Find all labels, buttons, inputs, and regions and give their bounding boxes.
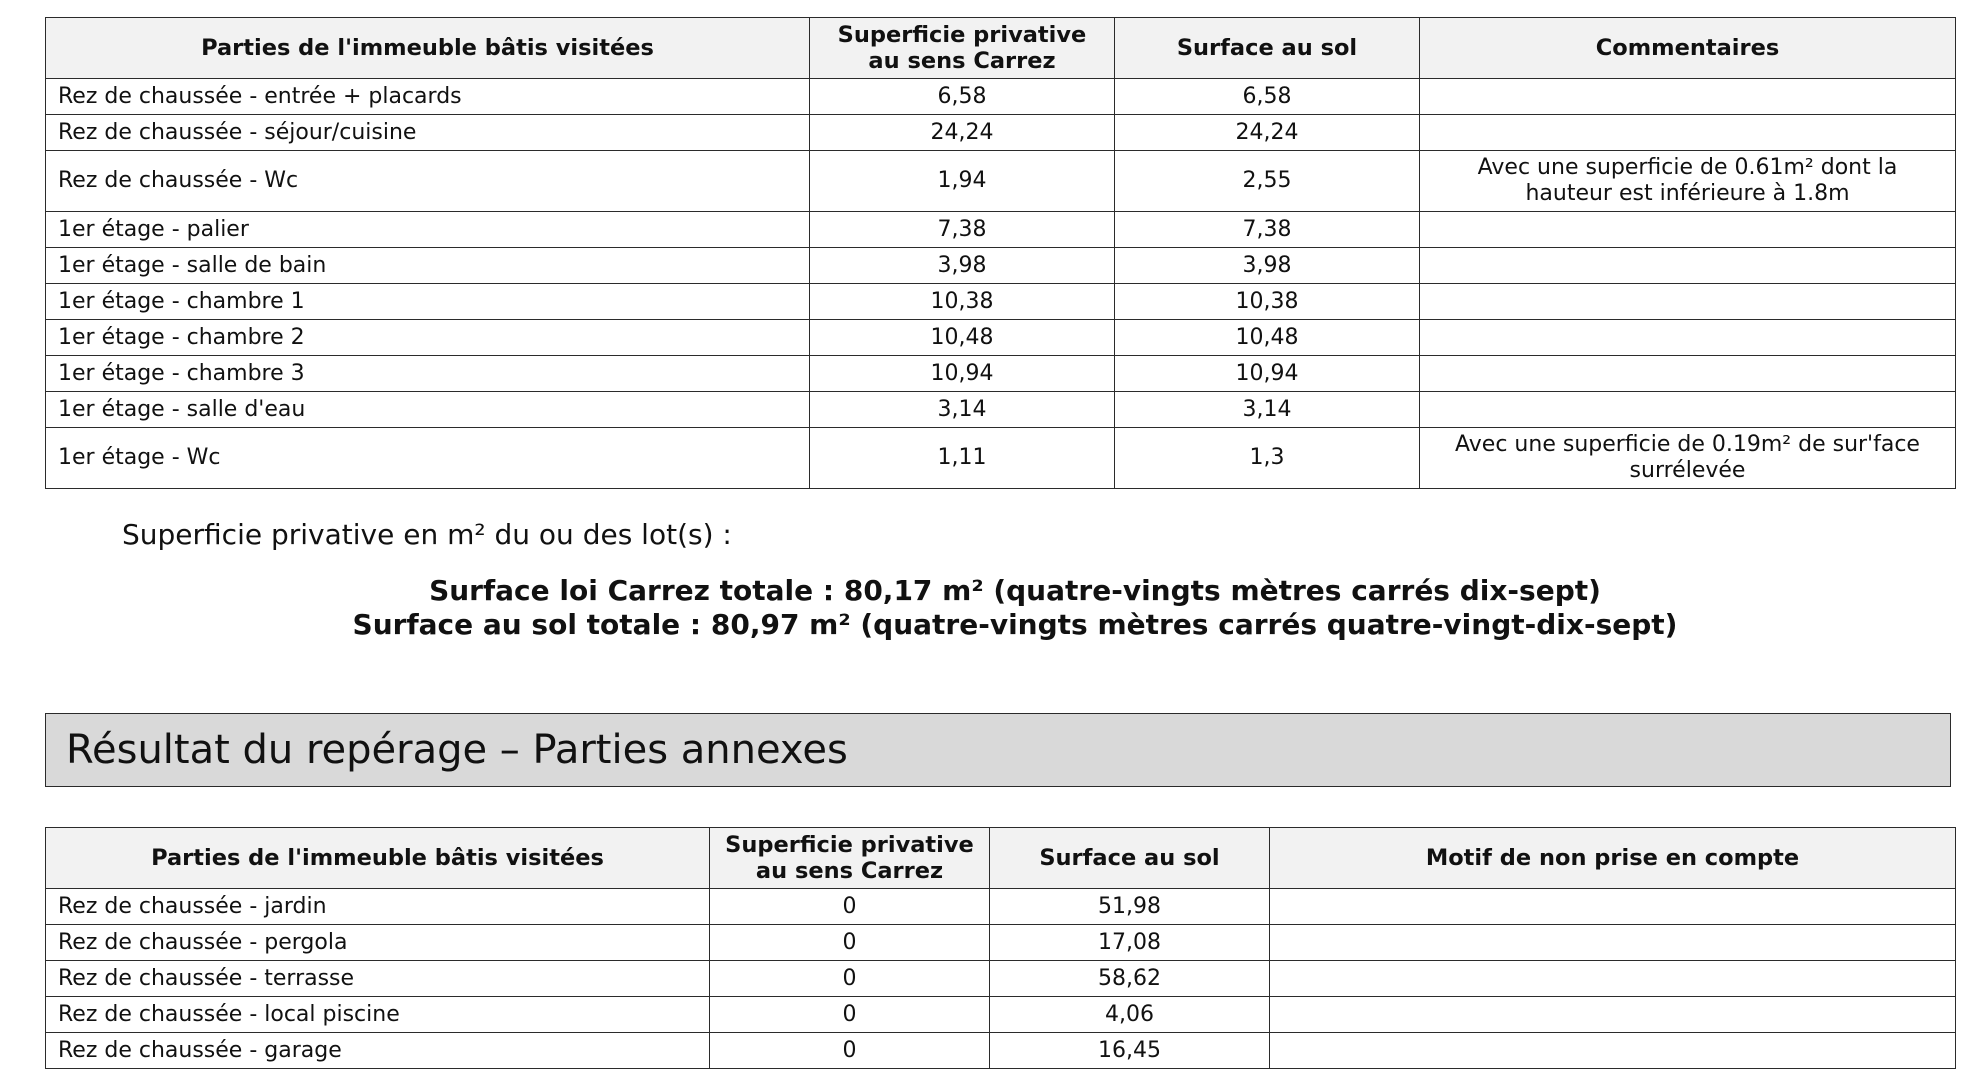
table-row (46, 925, 1956, 961)
table-row (46, 997, 1956, 1033)
header-parts: Parties de l'immeuble bâtis visitées (46, 18, 810, 79)
header-surface-sol: Surface au sol (990, 828, 1270, 889)
part-name: Rez de chaussée - Wc (46, 151, 810, 212)
sol-value: 51,98 (990, 889, 1270, 925)
part-name: 1er étage - palier (46, 212, 810, 248)
part-name: 1er étage - salle de bain (46, 248, 810, 284)
main-surface-table (45, 17, 1956, 489)
table-row (46, 115, 1956, 151)
motif (1270, 1033, 1956, 1069)
table-row (46, 79, 1956, 115)
carrez-value: 0 (710, 925, 990, 961)
table-row (46, 356, 1956, 392)
part-name: 1er étage - salle d'eau (46, 392, 810, 428)
table-row (46, 212, 1956, 248)
table-row (46, 392, 1956, 428)
carrez-value: 1,94 (810, 151, 1115, 212)
motif (1270, 961, 1956, 997)
summary-label: Superficie privative en m² du ou des lot(s) : (122, 518, 732, 551)
comment (1420, 212, 1956, 248)
sol-value: 17,08 (990, 925, 1270, 961)
header-surface-sol: Surface au sol (1115, 18, 1420, 79)
sol-value: 2,55 (1115, 151, 1420, 212)
part-name: Rez de chaussée - garage (46, 1033, 710, 1069)
comment (1420, 115, 1956, 151)
part-name: 1er étage - chambre 2 (46, 320, 810, 356)
surface-sol-total: Surface au sol totale : 80,97 m² (quatre-vingts mètres carrés quatre-vingt-dix-sept) (352, 608, 1678, 641)
carrez-value: 3,98 (810, 248, 1115, 284)
header-parts: Parties de l'immeuble bâtis visitées (46, 828, 710, 889)
table-row (46, 1033, 1956, 1069)
part-name: Rez de chaussée - terrasse (46, 961, 710, 997)
carrez-value: 0 (710, 889, 990, 925)
carrez-value: 0 (710, 961, 990, 997)
comment (1420, 320, 1956, 356)
sol-value: 1,3 (1115, 428, 1420, 489)
sol-value: 58,62 (990, 961, 1270, 997)
carrez-value: 10,48 (810, 320, 1115, 356)
table-row (46, 320, 1956, 356)
header-carrez: Superficie privative au sens Carrez (810, 18, 1115, 79)
table-row (46, 889, 1956, 925)
header-carrez: Superficie privative au sens Carrez (710, 828, 990, 889)
sol-value: 3,14 (1115, 392, 1420, 428)
table-row (46, 428, 1956, 489)
carrez-value: 6,58 (810, 79, 1115, 115)
comment (1420, 356, 1956, 392)
sol-value: 3,98 (1115, 248, 1420, 284)
comment (1420, 392, 1956, 428)
carrez-value: 3,14 (810, 392, 1115, 428)
header-comments: Commentaires (1420, 18, 1956, 79)
sol-value: 6,58 (1115, 79, 1420, 115)
carrez-value: 1,11 (810, 428, 1115, 489)
carrez-total: Surface loi Carrez totale : 80,17 m² (quatre-vingts mètres carrés dix-sept) (429, 574, 1601, 607)
carrez-value: 10,38 (810, 284, 1115, 320)
sol-value: 24,24 (1115, 115, 1420, 151)
sol-value: 7,38 (1115, 212, 1420, 248)
carrez-value: 0 (710, 1033, 990, 1069)
table-row (46, 961, 1956, 997)
part-name: Rez de chaussée - séjour/cuisine (46, 115, 810, 151)
part-name: 1er étage - chambre 1 (46, 284, 810, 320)
part-name: 1er étage - chambre 3 (46, 356, 810, 392)
comment (1420, 284, 1956, 320)
sol-value: 4,06 (990, 997, 1270, 1033)
section-title: Résultat du repérage – Parties annexes (45, 713, 1951, 787)
carrez-value: 0 (710, 997, 990, 1033)
motif (1270, 997, 1956, 1033)
motif (1270, 925, 1956, 961)
table-row (46, 151, 1956, 212)
part-name: Rez de chaussée - jardin (46, 889, 710, 925)
sol-value: 10,38 (1115, 284, 1420, 320)
sol-value: 16,45 (990, 1033, 1270, 1069)
carrez-value: 24,24 (810, 115, 1115, 151)
comment (1420, 79, 1956, 115)
part-name: Rez de chaussée - entrée + placards (46, 79, 810, 115)
annex-surface-table (45, 827, 1956, 1069)
motif (1270, 889, 1956, 925)
table-row (46, 248, 1956, 284)
comment: Avec une superficie de 0.19m² de sur'face surrélevée (1420, 428, 1956, 489)
sol-value: 10,48 (1115, 320, 1420, 356)
part-name: Rez de chaussée - pergola (46, 925, 710, 961)
carrez-value: 7,38 (810, 212, 1115, 248)
comment (1420, 248, 1956, 284)
carrez-value: 10,94 (810, 356, 1115, 392)
part-name: 1er étage - Wc (46, 428, 810, 489)
comment: Avec une superficie de 0.61m² dont la hauteur est inférieure à 1.8m (1420, 151, 1956, 212)
table-row (46, 284, 1956, 320)
part-name: Rez de chaussée - local piscine (46, 997, 710, 1033)
header-motif: Motif de non prise en compte (1270, 828, 1956, 889)
sol-value: 10,94 (1115, 356, 1420, 392)
